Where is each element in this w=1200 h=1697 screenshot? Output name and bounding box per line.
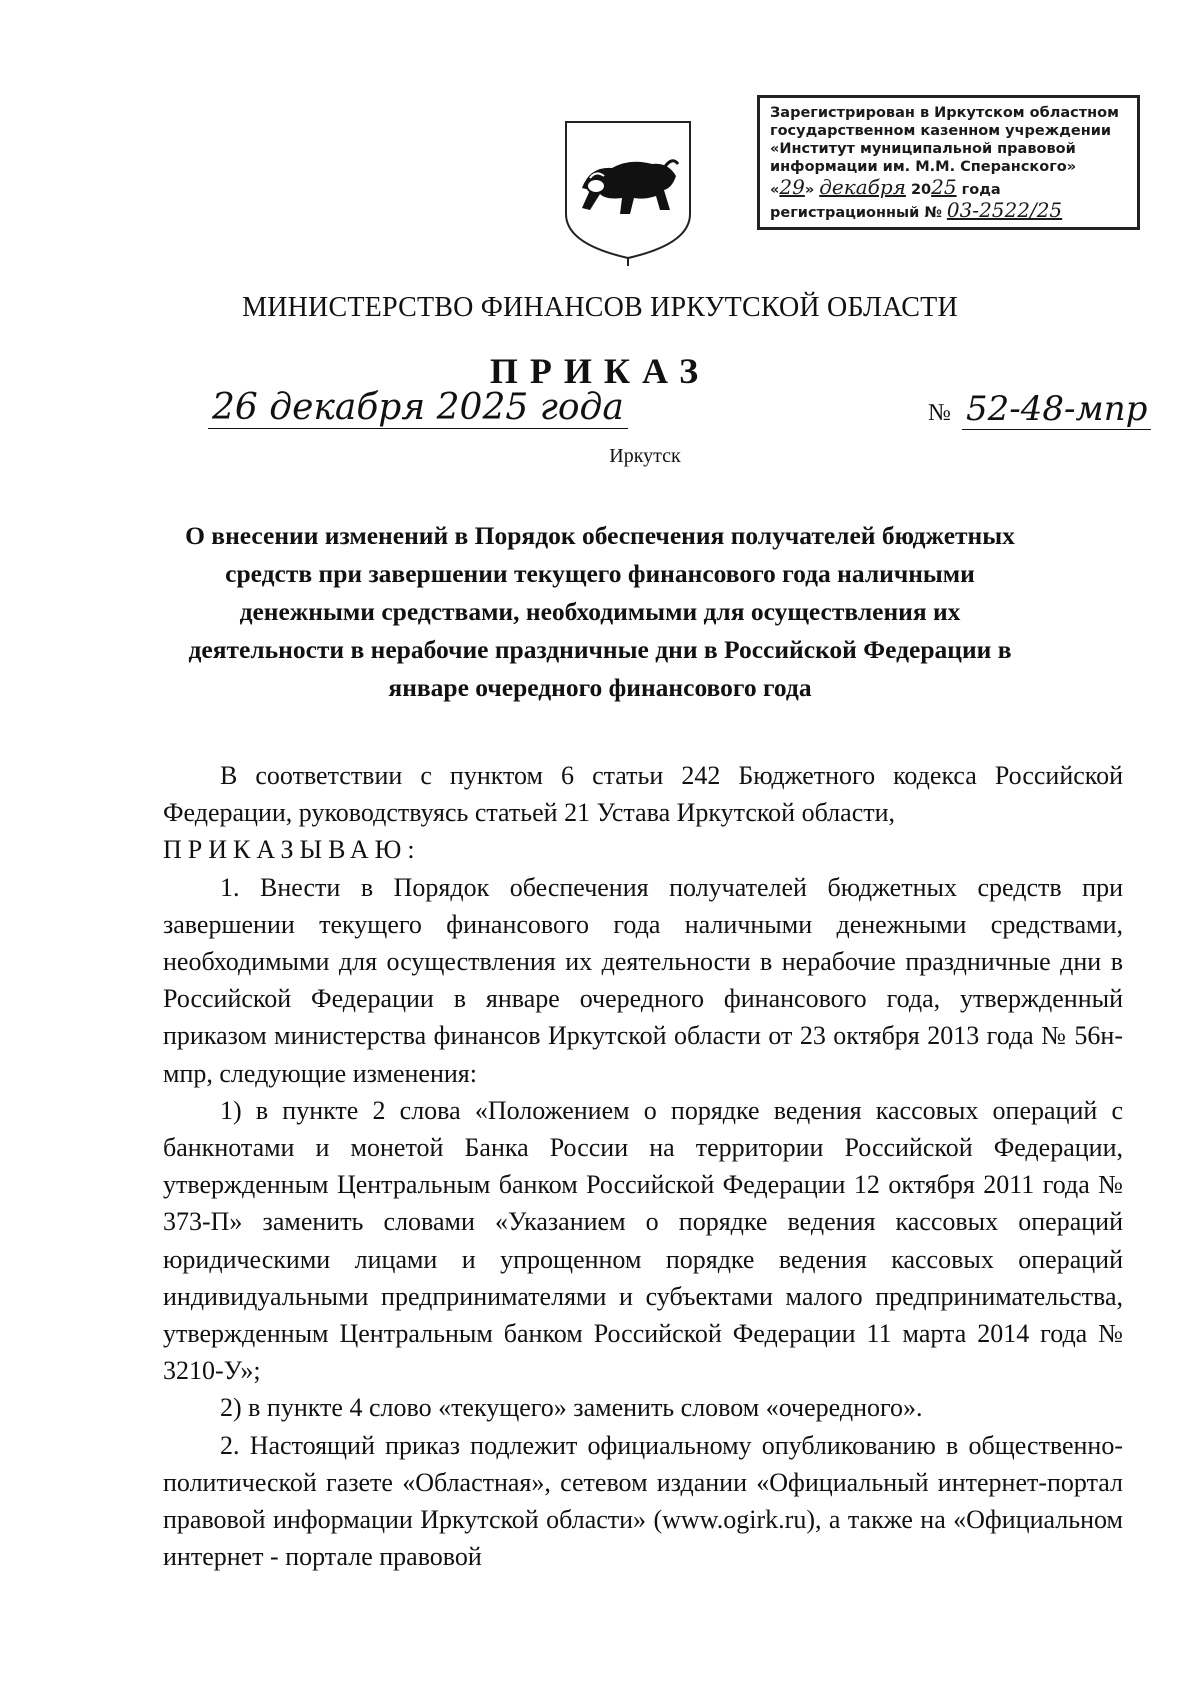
stamp-date-row: «29» декабря 2025 года [770,178,1129,199]
stamp-reg-row [770,201,1129,222]
stamp-line-1: Зарегистрирован в Иркутском областном [770,105,1119,121]
stamp-year-prefix: 20 [910,182,932,198]
paragraph-subitem-2: 2) в пункте 4 слово «текущего» заменить словом «очередного». [220,1393,923,1423]
stamp-line-3: «Институт муниципальной правовой [770,141,1076,157]
stamp-day: 29 [779,178,805,199]
paragraph-subitem-1: 1) в пункте 2 слова «Положением о порядке ведения кассовых операций с банкнотами и монетой Банка России на территории Российской Федерации, утвержденным Центральным банком Российской Федерации 12 октября 2011 года № 373-П» заменить словами «Указанием о порядке ведения кассовых операций юридическими лицами и упрощенном порядке ведения кассовых операций индивидуальными предпринимателями и субъектами малого предпринимательства, утвержденным Центральным банком Российской Федерации 11 марта 2014 года № 3210-У»; [163,1095,1123,1386]
stamp-line-2: государственном казенном учреждении [770,123,1112,139]
number-sign: № [928,400,951,426]
order-date: 26 декабря 2025 года [208,387,628,429]
order-number: 52-48-мпр [962,389,1151,430]
document-body [163,757,1123,1575]
registration-stamp [757,95,1140,230]
coat-of-arms-emblem [560,118,696,266]
paragraph-item-1: 1. Внести в Порядок обеспечения получателей бюджетных средств при завершении текущего финансового года наличными денежными средствами, необходимыми для осуществления их деятельности в нерабочие праздничные дни в Российской Федерации в январе очередного финансового года, утвержденный приказом министерства финансов Иркутской области от 23 октября 2013 года № 56н-мпр, следующие изменения: [163,872,1123,1088]
paragraph-preamble: В соответствии с пунктом 6 статьи 242 Бюджетного кодекса Российской Федерации, руководствуясь статьей 21 Устава Иркутской области, [163,761,1123,828]
stamp-line-4: информации им. М.М. Сперанского» [770,159,1077,175]
stamp-year-word: года [961,182,1001,198]
paragraph-order-word: ПРИКАЗЫВАЮ: [163,835,421,865]
city: Иркутск [609,445,681,467]
stamp-year-suffix: 25 [931,178,957,199]
stamp-month: декабря [819,178,906,199]
stamp-reg-label: регистрационный № [770,205,942,221]
stamp-reg-number: 03-2522/25 [946,201,1063,222]
paragraph-item-2: 2. Настоящий приказ подлежит официальному опубликованию в общественно-политической газете «Областная», сетевом издании «Официальный интернет-портал правовой информации Иркутской области» (www.ogirk.ru), а также на «Официальном интернет - портале правовой [163,1430,1123,1572]
document-heading: О внесении изменений в Порядок обеспечения получателей бюджетных средств при завершении текущего финансового года наличными денежными средствами, необходимыми для осуществления их деятельности в нерабочие праздничные дни в Российской Федерации в январе очередного финансового года [185,521,1015,702]
ministry-name: МИНИСТЕРСТВО ФИНАНСОВ ИРКУТСКОЙ ОБЛАСТИ [242,292,958,323]
order-title: ПРИКАЗ [489,351,711,391]
